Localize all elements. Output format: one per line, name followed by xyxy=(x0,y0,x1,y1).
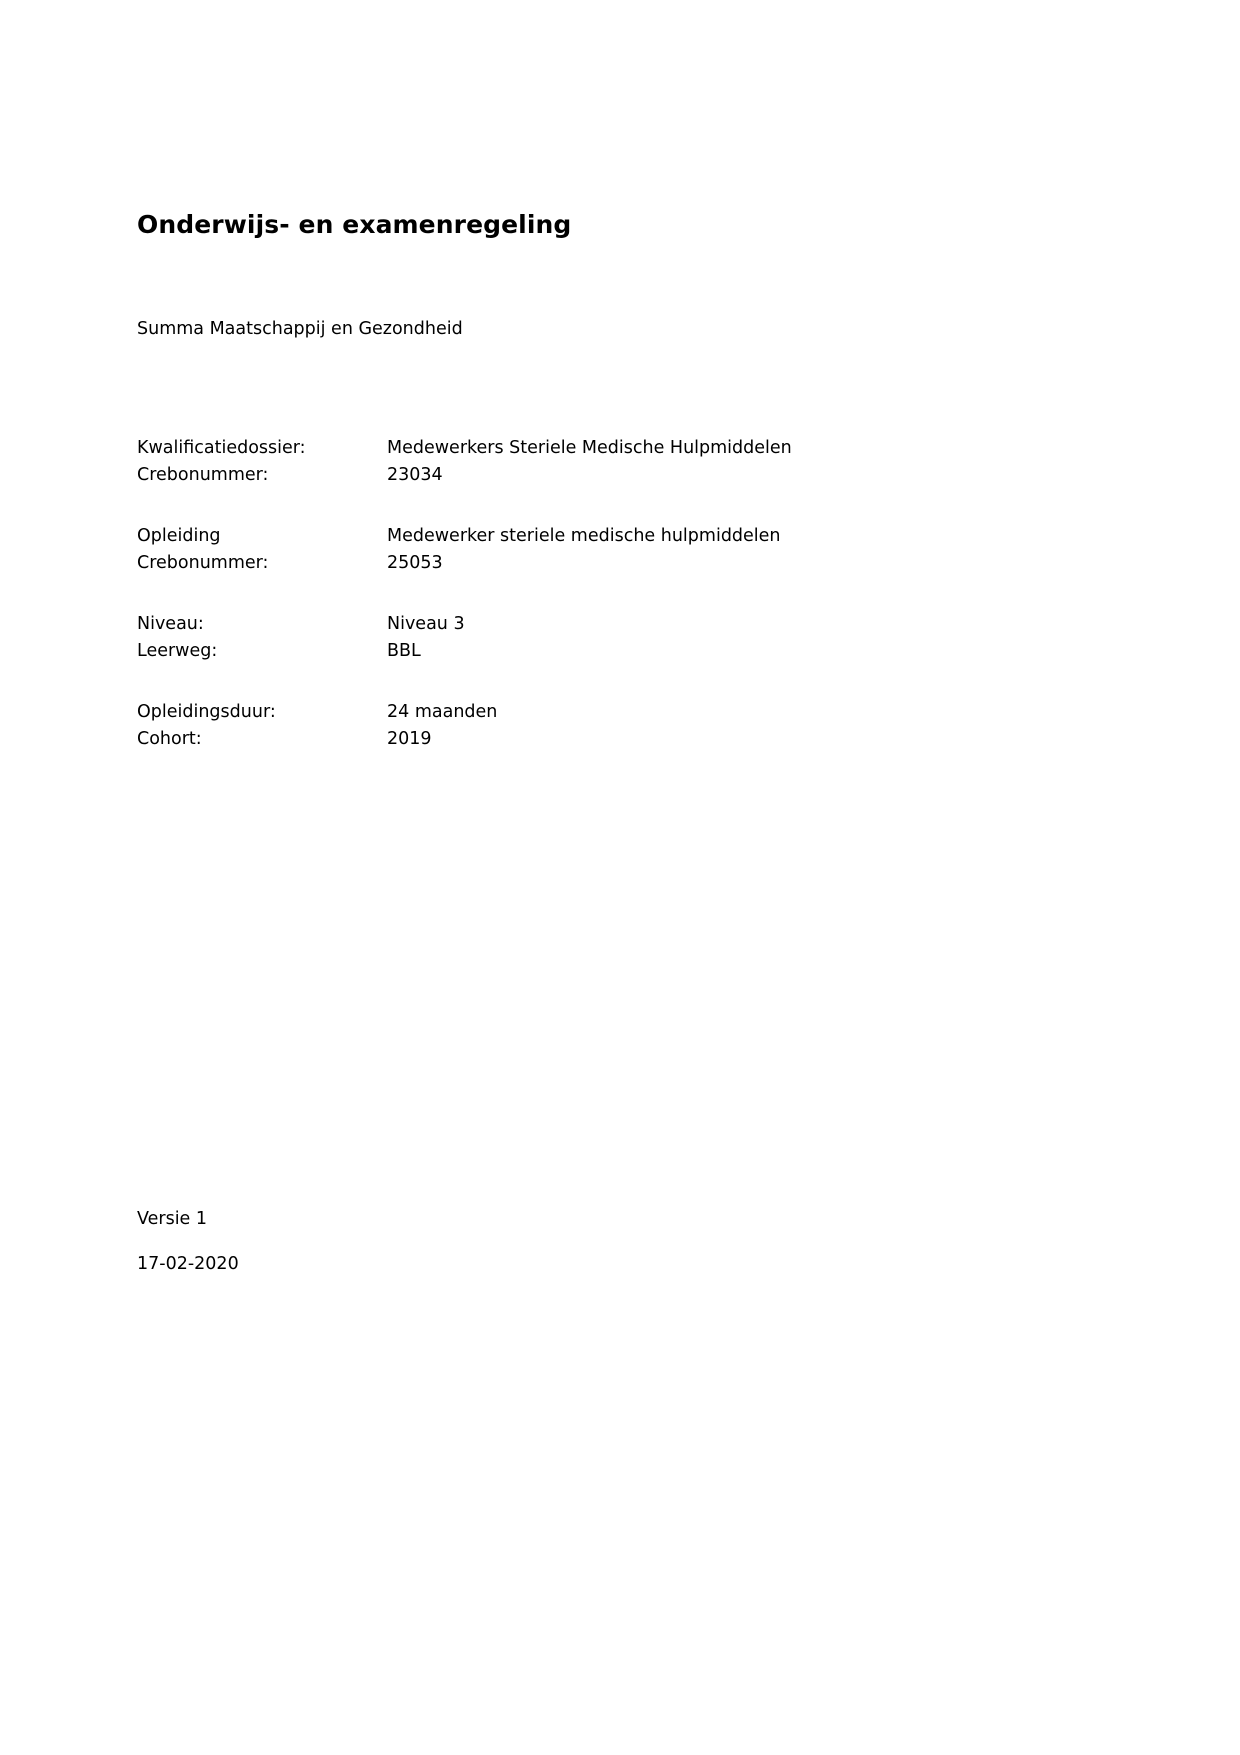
info-value: Niveau 3 xyxy=(387,614,465,634)
info-label: Kwalificatiedossier: xyxy=(137,438,306,458)
info-group-opleidingsduur xyxy=(137,704,497,758)
info-group-kwalificatiedossier xyxy=(137,440,792,494)
info-row xyxy=(137,528,781,555)
info-value: Medewerker steriele medische hulpmiddelen xyxy=(387,526,781,546)
info-label: Opleidingsduur: xyxy=(137,702,276,722)
info-row xyxy=(137,440,792,467)
info-group-niveau xyxy=(137,616,465,670)
info-row xyxy=(137,704,497,731)
info-value: 2019 xyxy=(387,729,432,749)
document-date: 17-02-2020 xyxy=(137,1254,239,1274)
info-value: 24 maanden xyxy=(387,702,498,722)
info-label: Crebonummer: xyxy=(137,553,269,573)
page-title: Onderwijs- en examenregeling xyxy=(137,209,572,239)
info-value: BBL xyxy=(387,641,421,661)
info-label: Niveau: xyxy=(137,614,204,634)
info-row xyxy=(137,555,781,582)
document-subtitle: Summa Maatschappij en Gezondheid xyxy=(137,319,463,339)
info-label: Opleiding xyxy=(137,526,221,546)
info-row xyxy=(137,616,465,643)
info-label: Cohort: xyxy=(137,729,202,749)
document-version: Versie 1 xyxy=(137,1209,208,1229)
info-row xyxy=(137,467,792,494)
info-label: Leerweg: xyxy=(137,641,218,661)
info-value: 23034 xyxy=(387,465,443,485)
info-value: Medewerkers Steriele Medische Hulpmiddelen xyxy=(387,438,792,458)
info-label: Crebonummer: xyxy=(137,465,269,485)
info-group-opleiding xyxy=(137,528,781,582)
info-value: 25053 xyxy=(387,553,443,573)
info-row xyxy=(137,731,497,758)
info-row xyxy=(137,643,465,670)
